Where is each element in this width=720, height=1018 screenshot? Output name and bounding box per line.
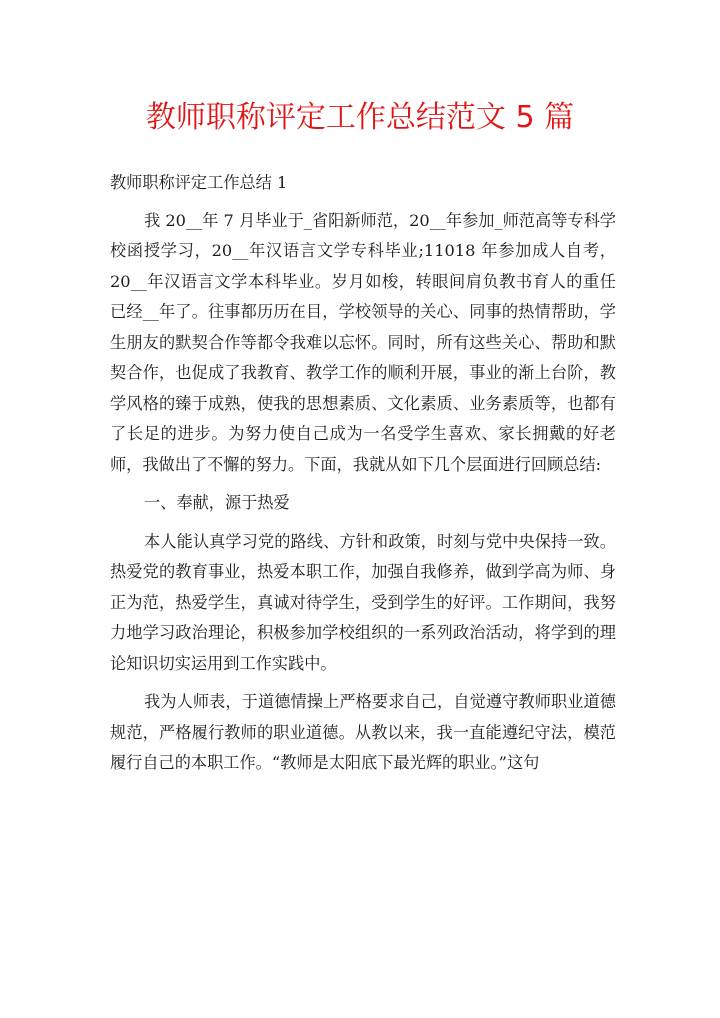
intro-paragraph: 我 20__年 7 月毕业于_省阳新师范，20__年参加_师范高等专科学校函授学习，20__年汉语言文学专科毕业;11018 年参加成人自考，20__年汉语言文学本科毕业。岁月如梭，转眼间肩负教书育人的重任已经__年了。往事都历历在目，学校领导的关心、同事的热情帮助，学生朋友的默契合作等都令我难以忘怀。同时，所有这些关心、帮助和默契合作，也促成了我教育、教学工作的顺利开展，事业的渐上台阶，教学风格的臻于成熟，使我的思想素质、文化素质、业务素质等，也都有了长足的进步。为努力使自己成为一名受学生喜欢、家长拥戴的好老师，我做出了不懈的努力。下面，我就从如下几个层面进行回顾总结:: [110, 210, 616, 474]
section-paragraph: 我为人师表，于道德情操上严格要求自己，自觉遵守教师职业道德规范，严格履行教师的职业道德。从教以来，我一直能遵纪守法，模范履行自己的本职工作。“教师是太阳底下最光辉的职业。”这句: [110, 692, 616, 772]
document-subtitle: 教师职称评定工作总结 1: [110, 173, 288, 192]
document-title: 教师职称评定工作总结范文 5 篇: [145, 100, 575, 135]
section-heading: 一、奉献，源于热爱: [144, 493, 290, 512]
section-paragraph: 本人能认真学习党的路线、方针和政策，时刻与党中央保持一致。热爱党的教育事业，热爱本职工作，加强自我修养，做到学高为师、身正为范，热爱学生，真诚对待学生，受到学生的好评。工作期间，我努力地学习政治理论，积极参加学校组织的一系列政治活动，将学到的理论知识切实运用到工作实践中。: [110, 531, 616, 673]
document-body: [110, 168, 616, 779]
